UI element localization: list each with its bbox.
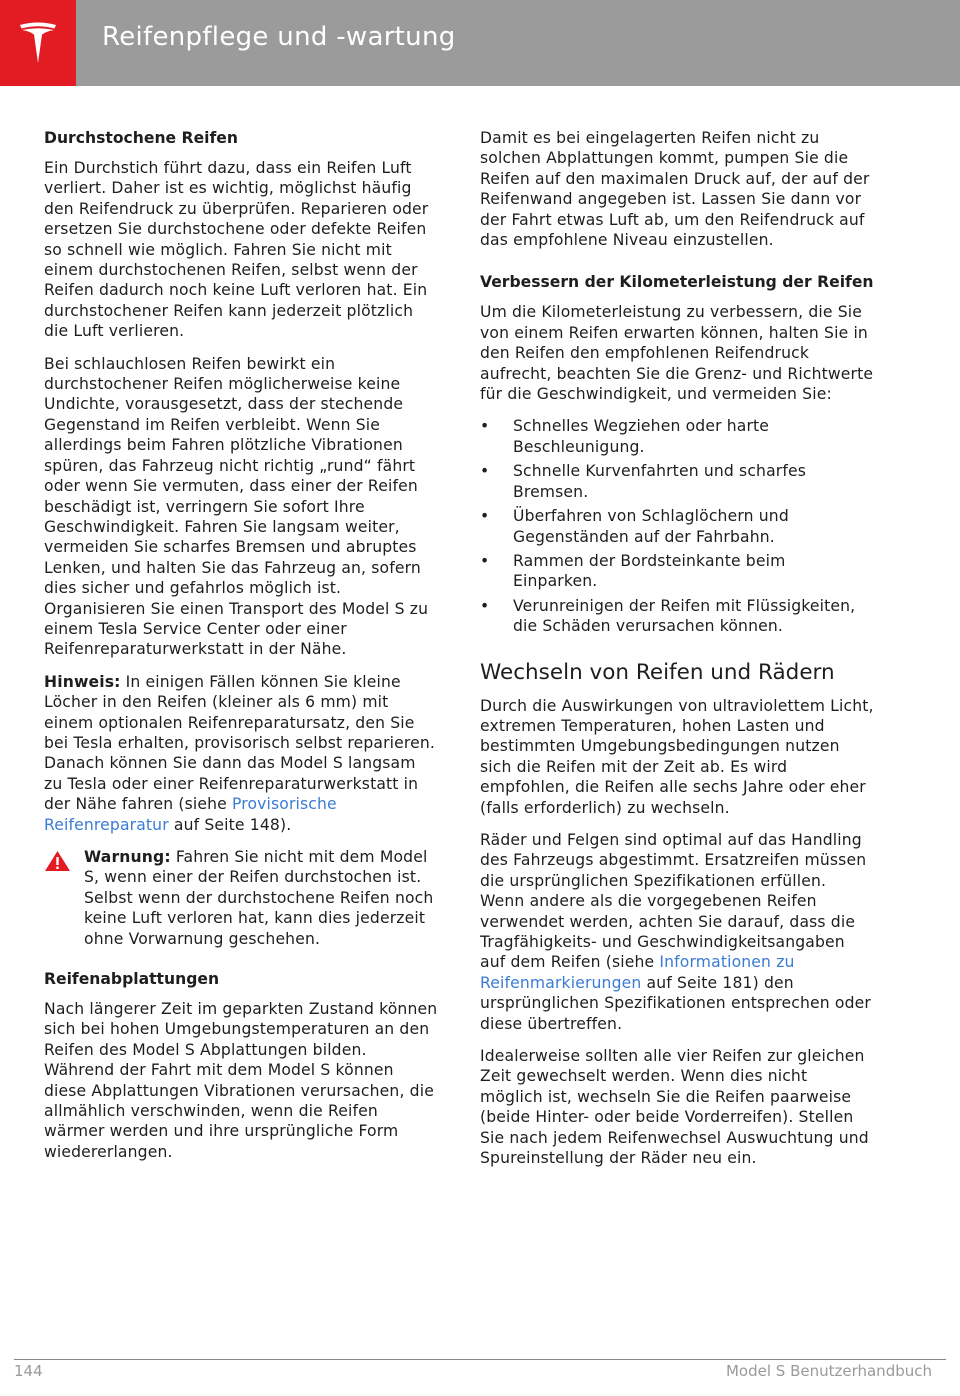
note-text-after: auf Seite 148).: [168, 815, 292, 834]
paragraph: Damit es bei eingelagerten Reifen nicht zu solchen Abplattungen kommt, pumpen Sie die Reifen auf den maximalen Druck auf, der auf der Reifenwand angegeben ist. Lassen Sie dann vor der Fahrt etwas Luft ab, um den Reifendruck auf das empfohlene Niveau einzustellen.: [480, 129, 870, 250]
bullet: •: [480, 507, 490, 526]
warning-text: Warnung: Fahren Sie nicht mit dem Model S, wenn einer der Reifen durchstochen ist. Selbst wenn der durchstochene Reifen noch keine Luft verloren hat, kann dies jederzeit ohne Vorwarnung geschehen.: [84, 848, 434, 948]
list-item: • Schnelle Kurvenfahrten und scharfes Bremsen.: [480, 462, 807, 501]
footer-title: Model S Benutzerhandbuch: [725, 1362, 932, 1380]
paragraph: Idealerweise sollten alle vier Reifen zur gleichen Zeit gewechselt werden. Wenn dies nicht möglich ist, wechseln Sie die Reifen paarweise (beide Hinter- oder beide Vorderreifen). Stellen Sie nach jedem Reifenwechsel Auswuchtung und Spureinstellung der Räder neu ein.: [480, 1047, 869, 1168]
bullet: •: [480, 596, 490, 615]
list-item: • Verunreinigen der Reifen mit Flüssigkeiten, die Schäden verursachen können.: [480, 596, 856, 636]
page-number: 144: [14, 1362, 43, 1380]
tesla-logo-icon: [16, 19, 60, 67]
link-provisorische-reifenreparatur[interactable]: Provisorische Reifenreparatur: [44, 795, 337, 834]
page-title: Reifenpflege und -wartung: [102, 22, 456, 52]
warning-triangle-icon: [44, 850, 71, 872]
section-heading-wechseln: Wechseln von Reifen und Rädern: [480, 659, 835, 685]
note-label: Hinweis:: [44, 672, 121, 691]
section-heading-kilometerleistung: Verbessern der Kilometerleistung der Reifen: [480, 273, 874, 292]
paragraph: Bei schlauchlosen Reifen bewirkt ein durchstochener Reifen möglicherweise keine Undichte, vorausgesetzt, dass der stechende Gegenstand im Reifen verbleibt. Wenn Sie allerdings beim Fahren plötzliche Vibrationen spüren, das Fahrzeug nicht richtig „rund“ fährt oder wenn Sie vermuten, dass einer der Reifen beschädigt ist, verringern Sie sofort Ihre Geschwindigkeit. Fahren Sie langsam weiter, vermeiden Sie scharfes Bremsen und abruptes Lenken, und halten Sie das Fahrzeug an, sofern dies sicher und gefahrlos möglich ist. Organisieren Sie einen Transport des Model S zu einem Tesla Service Center oder einer Reifenreparaturwerkstatt in der Nähe.: [44, 354, 429, 659]
note-paragraph: [44, 672, 438, 835]
list-item: • Schnelles Wegziehen oder harte Beschleunigung.: [480, 417, 770, 456]
left-column: [44, 128, 438, 1174]
warning-label: Warnung:: [84, 848, 171, 866]
warning-box: [44, 847, 438, 949]
list-item: • Rammen der Bordsteinkante beim Einparken.: [480, 551, 786, 591]
page-header: [0, 0, 960, 86]
paragraph: Räder und Felgen sind optimal auf das Handling des Fahrzeugs abgestimmt. Ersatzreifen müssen die ursprünglichen Spezifikationen erfüllen. Wenn andere als die vorgegebenen Reifen verwendet werden, achten Sie darauf, dass die Tragfähigkeits- und Geschwindigkeitsangaben auf dem Reifen (siehe Informationen zu Reifenmarkierungen auf Seite 181) den ursprünglichen Spezifikationen entsprechen oder diese übertreffen.: [480, 830, 871, 1033]
section-heading-durchstochene-reifen: Durchstochene Reifen: [44, 129, 238, 147]
tips-list: [480, 416, 874, 636]
right-column: [480, 128, 874, 1180]
paragraph: Nach längerer Zeit im geparkten Zustand können sich bei hohen Umgebungstemperaturen an den Reifen des Model S Abplattungen bilden. Während der Fahrt mit dem Model S können diese Abplattungen Vibrationen verursachen, die allmählich verschwinden, wenn die Reifen wärmer werden und ihre ursprüngliche Form wiedererlangen.: [44, 1000, 438, 1161]
paragraph: Ein Durchstich führt dazu, dass ein Reifen Luft verliert. Daher ist es wichtig, möglichst häufig den Reifendruck zu überprüfen. Reparieren oder ersetzen Sie durchstochene oder defekte Reifen so schnell wie möglich. Fahren Sie nicht mit einem durchstochenen Reifen, selbst wenn der Reifen dadurch noch keine Luft verloren hat. Ein durchstochener Reifen kann jederzeit plötzlich die Luft verlieren.: [44, 159, 429, 341]
list-item: • Überfahren von Schlaglöchern und Gegenständen auf der Fahrbahn.: [480, 507, 789, 546]
bullet: •: [480, 417, 490, 436]
tesla-logo: [0, 0, 76, 86]
bullet: •: [480, 462, 490, 481]
paragraph: Um die Kilometerleistung zu verbessern, die Sie von einem Reifen erwarten können, halten Sie in den Reifen den empfohlenen Reifendruck aufrecht, beachten Sie die Grenz- und Richtwerte für die Geschwindigkeit, und vermeiden Sie:: [480, 303, 874, 404]
paragraph: Durch die Auswirkungen von ultraviolettem Licht, extremen Temperaturen, hohen Lasten und bestimmten Umgebungsbedingungen nutzen sich die Reifen mit der Zeit ab. Es wird empfohlen, die Reifen alle sechs Jahre oder eher (falls erforderlich) zu wechseln.: [480, 696, 874, 817]
section-heading-reifenabplattungen: Reifenabplattungen: [44, 970, 220, 989]
note-text: In einigen Fällen können Sie kleine Löcher in den Reifen (kleiner als 6 mm) mit einem optionalen Reifenreparatursatz, den Sie bei Tesla erhalten, provisorisch selbst reparieren. Danach können Sie dann das Model S langsam zu Tesla oder einer Reifenreparaturwerkstatt in der Nähe fahren (siehe: [44, 672, 435, 814]
bullet: •: [480, 551, 490, 570]
link-informationen-reifenmarkierungen[interactable]: Informationen zu Reifenmarkierungen: [480, 953, 795, 992]
footer-divider: [14, 1359, 946, 1360]
